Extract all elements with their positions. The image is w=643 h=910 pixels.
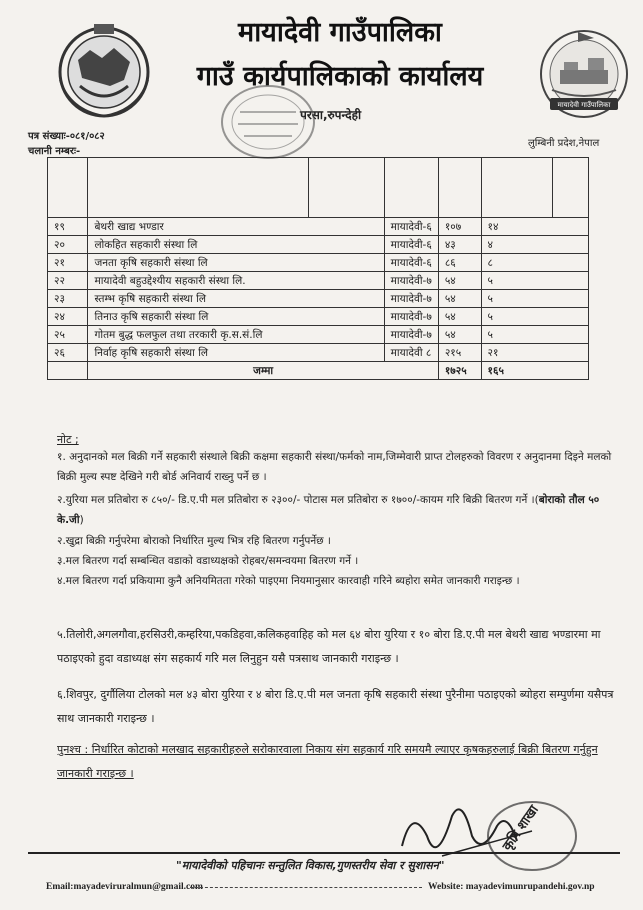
section-stamp-text: कृषि शाखा bbox=[499, 802, 542, 854]
total-urea: १७२५ bbox=[438, 362, 481, 380]
table-blank-row bbox=[48, 158, 589, 218]
table-row: २० लोकहित सहकारी संस्था लि मायादेवी-६ ४३ ४ bbox=[48, 236, 589, 254]
footer-dashes bbox=[190, 887, 422, 888]
note-4: ३.मल बितरण गर्दा सम्बन्धित वडाको वडाध्यक्षको रोहबर/समन्वयमा बितरण गर्ने । bbox=[57, 555, 359, 567]
note-3: २.खुद्रा बिक्री गर्नुपरेमा बोराको निर्धारित मुल्य भित्र रहि बितरण गर्नुपर्नेछ । bbox=[57, 535, 331, 547]
logo-caption: मायादेवी गाउँपालिका bbox=[557, 101, 611, 109]
footer-website: Website: mayadevimunrupandehi.gov.np bbox=[428, 882, 595, 892]
total-label: जम्मा bbox=[88, 362, 438, 380]
table-row: २२ मायादेवी बहुउद्देश्यीय सहकारी संस्था लि. मायादेवी-७ ५४ ५ bbox=[48, 272, 589, 290]
fertilizer-distribution-table bbox=[47, 157, 589, 380]
notes-heading: नोट ; bbox=[57, 433, 79, 446]
table-row: २३ स्तम्भ कृषि सहकारी संस्था लि मायादेवी-७ ५४ ५ bbox=[48, 290, 589, 308]
office-stamp bbox=[218, 82, 318, 162]
table-row: २५ गोतम बुद्ध फलफुल तथा तरकारी कृ.स.सं.लि मायादेवी-७ ५४ ५ bbox=[48, 326, 589, 344]
paragraph-5: ५.तिलोरी,अगलगौवा,हरसिउरी,कम्हरिया,पकडिहवा,कलिकहवाहिह को मल ६४ बोरा युरिया र १० बोरा डि.ए.पी मल बेथरी खाद्य भण्डारमा मा पठाइएको हुदा वडाध्यक्ष संग सहकार्य गरि मल लिनुहुन यसै पत्रसाथ जानकारी गराइन्छ । bbox=[57, 628, 601, 665]
note-2: २.युरिया मल प्रतिबोरा रु ८५०/- डि.ए.पी मल प्रतिबोरा रु २३००/- पोटास मल प्रतिबोरा रु १७००/-कायम गरि बिक्री बितरण गर्ने ।(बोराको तौल ५० के.जी) bbox=[57, 494, 600, 526]
table-total-row bbox=[48, 362, 589, 380]
office-location: परसा,रुपन्देही bbox=[300, 108, 362, 122]
table-row: २१ जनता कृषि सहकारी संस्था लि मायादेवी-६ ८६ ८ bbox=[48, 254, 589, 272]
table-row: १९ बेथरी खाद्य भण्डार मायादेवी-६ १०७ १४ bbox=[48, 218, 589, 236]
table-row: २४ तिनाउ कृषि सहकारी संस्था लि मायादेवी-७ ५४ ५ bbox=[48, 308, 589, 326]
municipality-title: मायादेवी गाउँपालिका bbox=[238, 17, 442, 48]
paragraph-6: ६.शिवपुर, दुर्गौलिया टोलको मल ४३ बोरा युरिया र ४ बोरा डि.ए.पी मल जनता कृषि सहकारी संस्था पुरैनीमा पठाइएको ब्योहरा सम्पुर्णमा यसैपत्र साथ जानकारी गराइन्छ । bbox=[57, 688, 614, 725]
footer-slogan: "मायादेवीको पहिचानः सन्तुलित विकास,गुणस्तरीय सेवा र सुशासन" bbox=[176, 859, 445, 872]
dispatch-number: चलानी नम्बरः- bbox=[28, 146, 81, 157]
total-dap: १६५ bbox=[481, 362, 588, 380]
footer-divider bbox=[28, 852, 620, 854]
footer-email: Email:mayadeviruralmun@gmail.com bbox=[46, 882, 203, 892]
province-label: लुम्बिनी प्रदेश,नेपाल bbox=[528, 138, 600, 149]
nepal-emblem-logo bbox=[50, 20, 158, 120]
note-1: १. अनुदानको मल बिक्री गर्ने सहकारी संस्थाले बिक्री कक्षमा सहकारी संस्था/फर्मको नाम,जिम्मेवारी प्राप्त टोलहरुको विवरण र अनुदानमा दिइने मलको बिक्री मुल्य स्पष्ट देखिने गरी बोर्ड अनिवार्य राख्नु पर्ने छ । bbox=[57, 451, 612, 483]
municipality-logo bbox=[538, 28, 630, 120]
office-title: गाउँ कार्यपालिकाको कार्यालय bbox=[196, 61, 484, 92]
reference-number: पत्र संख्याः-०८१/०८२ bbox=[28, 131, 105, 142]
table-row: २६ निर्वाह कृषि सहकारी संस्था लि मायादेवी ८ २१५ २१ bbox=[48, 344, 589, 362]
postscript: पुनश्च : निर्धारित कोटाको मलखाद सहकारीहरुले सरोकारवाला निकाय संग सहकार्य गरि समयमै ल्याएर कृषकहरुलाई बिक्री बितरण गर्नुहुन जानकारी गराइन्छ । bbox=[57, 743, 598, 780]
note-5: ४.मल बितरण गर्दा प्रकियामा कुनै अनियमितता गरेको पाइएमा नियमानुसार कारवाही गरिने ब्यहोरा समेत जानकारी गराइन्छ । bbox=[57, 575, 520, 587]
